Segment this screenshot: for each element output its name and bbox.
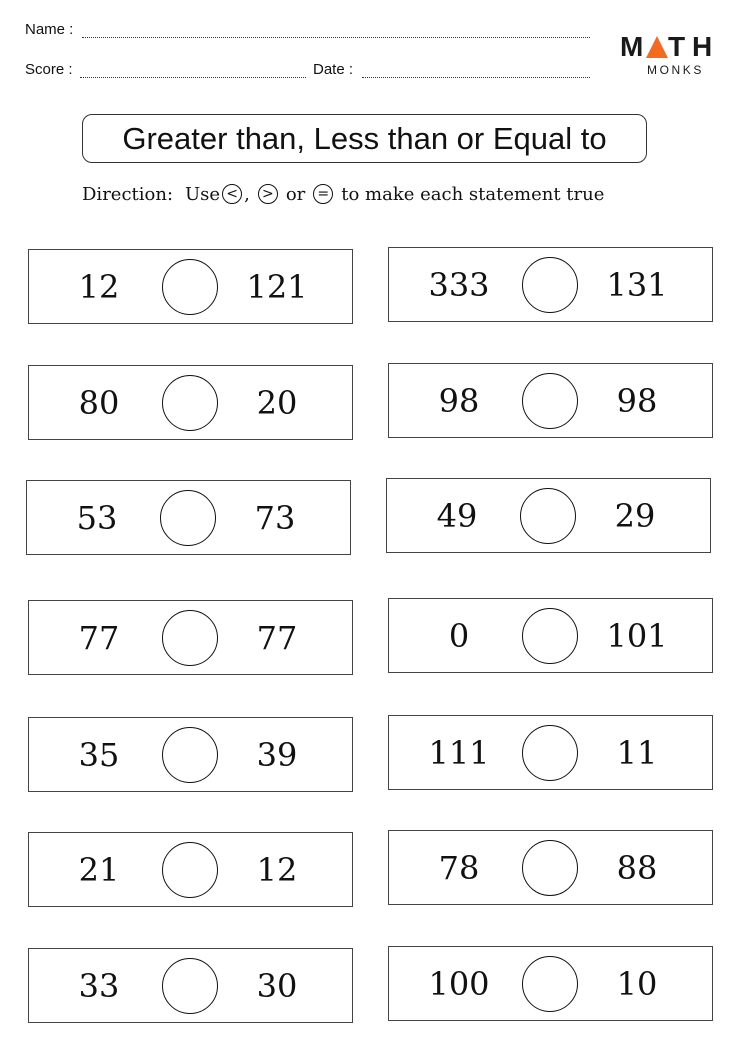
- right-number: 29: [614, 496, 656, 535]
- left-number: 111: [428, 733, 490, 772]
- logo-letter-h: H: [692, 31, 714, 62]
- problem-box: [26, 480, 351, 555]
- direction-suffix: to make each statement true: [341, 183, 605, 205]
- right-number: 88: [616, 848, 658, 887]
- title-box: [82, 114, 647, 163]
- direction-comma: ,: [244, 183, 250, 205]
- right-number: 73: [254, 498, 296, 537]
- right-number: 12: [256, 850, 298, 889]
- problem-box: [28, 832, 353, 907]
- left-number: 35: [78, 735, 120, 774]
- problem-box: [28, 249, 353, 324]
- right-number: 121: [246, 267, 308, 306]
- right-number: 20: [256, 383, 298, 422]
- left-number: 98: [438, 381, 480, 420]
- direction-use: Use: [185, 183, 221, 205]
- left-number: 77: [78, 618, 120, 657]
- triangle-icon: [646, 36, 668, 58]
- answer-circle[interactable]: [162, 259, 218, 315]
- right-number: 98: [616, 381, 658, 420]
- problem-box: [28, 600, 353, 675]
- right-number: 11: [616, 733, 658, 772]
- less-than-icon: <: [222, 184, 242, 204]
- answer-circle[interactable]: [522, 608, 578, 664]
- problem-box: [388, 715, 713, 790]
- problem-box: [388, 830, 713, 905]
- answer-circle[interactable]: [522, 956, 578, 1012]
- right-number: 131: [606, 265, 668, 304]
- name-label: Name :: [25, 21, 74, 38]
- date-field[interactable]: [362, 77, 590, 78]
- math-monks-logo: [620, 33, 716, 79]
- problem-box: [386, 478, 711, 553]
- left-number: 0: [448, 616, 470, 655]
- score-label: Score :: [25, 61, 73, 78]
- logo-wordmark: [620, 33, 716, 61]
- left-number: 12: [78, 267, 120, 306]
- left-number: 49: [436, 496, 478, 535]
- problem-box: [388, 247, 713, 322]
- left-number: 33: [78, 966, 120, 1005]
- answer-circle[interactable]: [522, 257, 578, 313]
- left-number: 53: [76, 498, 118, 537]
- problem-box: [388, 946, 713, 1021]
- answer-circle[interactable]: [162, 842, 218, 898]
- problem-box: [28, 365, 353, 440]
- logo-letter-m: M: [620, 31, 645, 62]
- answer-circle[interactable]: [522, 725, 578, 781]
- right-number: 77: [256, 618, 298, 657]
- logo-letter-t: T: [668, 31, 687, 62]
- answer-circle[interactable]: [162, 727, 218, 783]
- left-number: 78: [438, 848, 480, 887]
- answer-circle[interactable]: [520, 488, 576, 544]
- right-number: 10: [616, 964, 658, 1003]
- direction-prefix: Direction:: [82, 183, 174, 205]
- right-number: 39: [256, 735, 298, 774]
- problem-box: [388, 598, 713, 673]
- right-number: 101: [606, 616, 668, 655]
- left-number: 100: [428, 964, 490, 1003]
- date-label: Date :: [313, 61, 354, 78]
- answer-circle[interactable]: [160, 490, 216, 546]
- score-field[interactable]: [80, 77, 306, 78]
- equal-icon: =: [313, 184, 333, 204]
- left-number: 80: [78, 383, 120, 422]
- left-number: 21: [78, 850, 120, 889]
- answer-circle[interactable]: [162, 375, 218, 431]
- direction-line: [82, 181, 604, 207]
- left-number: 333: [428, 265, 490, 304]
- problem-box: [28, 717, 353, 792]
- name-field[interactable]: [82, 37, 590, 38]
- answer-circle[interactable]: [522, 840, 578, 896]
- problem-box: [28, 948, 353, 1023]
- answer-circle[interactable]: [522, 373, 578, 429]
- greater-than-icon: >: [258, 184, 278, 204]
- problem-box: [388, 363, 713, 438]
- right-number: 30: [256, 966, 298, 1005]
- answer-circle[interactable]: [162, 610, 218, 666]
- logo-subtext: MONKS: [647, 63, 705, 77]
- answer-circle[interactable]: [162, 958, 218, 1014]
- direction-or: or: [285, 183, 306, 205]
- worksheet-title: Greater than, Less than or Equal to: [122, 120, 607, 156]
